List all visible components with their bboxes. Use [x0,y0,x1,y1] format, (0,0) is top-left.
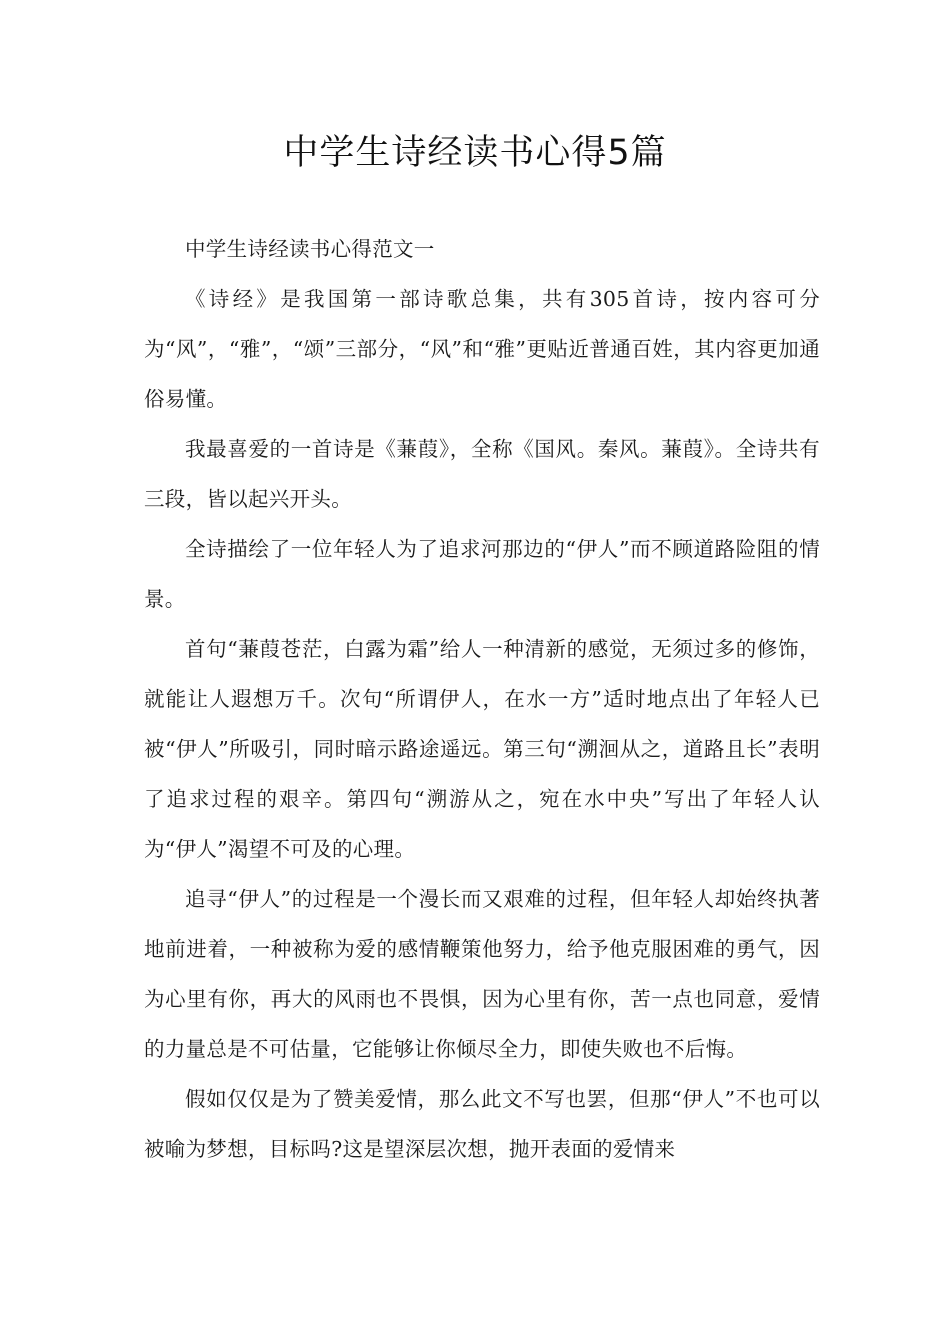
document-body [144,224,820,1174]
paragraph: 我最喜爱的一首诗是《蒹葭》，全称《国风。秦风。蒹葭》。全诗共有三段，皆以起兴开头。 [144,437,820,511]
paragraph: 全诗描绘了一位年轻人为了追求河那边的“伊人”而不顾道路险阻的情景。 [144,537,820,611]
section-heading: 中学生诗经读书心得范文一 [185,237,435,261]
document-title: 中学生诗经读书心得5篇 [283,133,667,173]
paragraph: 追寻“伊人”的过程是一个漫长而又艰难的过程，但年轻人却始终执著地前进着，一种被称为爱的感情鞭策他努力，给予他克服困难的勇气，因为心里有你，再大的风雨也不畏惧，因为心里有你，苦一点也同意，爱情的力量总是不可估量，它能够让你倾尽全力，即使失败也不后悔。 [144,887,820,1061]
paragraph: 假如仅仅是为了赞美爱情，那么此文不写也罢，但那“伊人”不也可以被喻为梦想，目标吗?这是望深层次想，抛开表面的爱情来 [144,1087,820,1161]
paragraph: 首句“蒹葭苍茫，白露为霜”给人一种清新的感觉，无须过多的修饰，就能让人遐想万千。次句“所谓伊人，在水一方”适时地点出了年轻人已被“伊人”所吸引，同时暗示路途遥远。第三句“溯洄从之，道路且长”表明了追求过程的艰辛。第四句“溯游从之，宛在水中央”写出了年轻人认为“伊人”渴望不可及的心理。 [144,637,820,861]
paragraph: 《诗经》是我国第一部诗歌总集，共有305首诗，按内容可分为“风”，“雅”，“颂”三部分，“风”和“雅”更贴近普通百姓，其内容更加通俗易懂。 [144,287,820,411]
